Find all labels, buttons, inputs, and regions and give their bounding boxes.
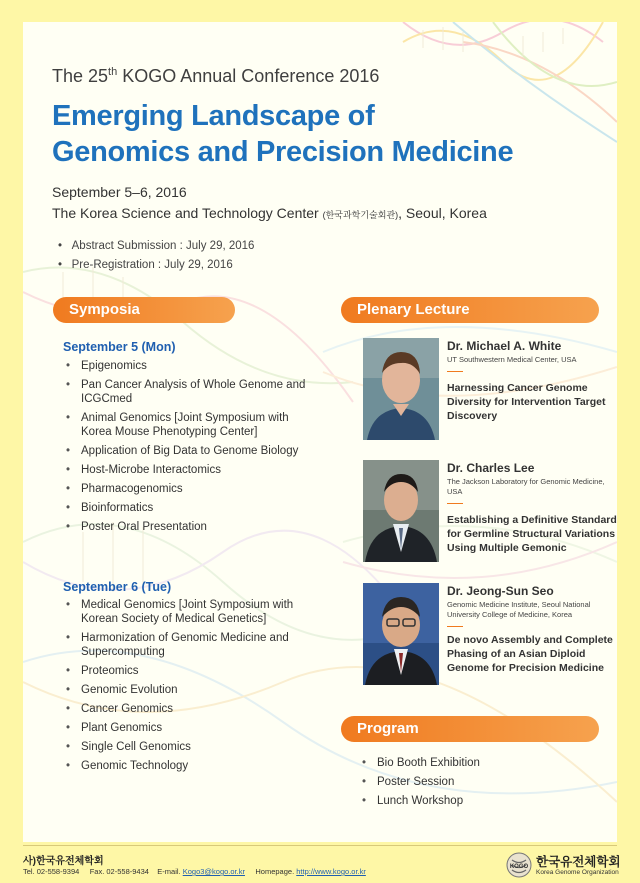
speaker-affiliation: The Jackson Laboratory for Genomic Medicine, USA	[447, 477, 605, 496]
footer-tel: Tel. 02-558-9394	[23, 867, 80, 876]
kogo-logo-icon	[506, 852, 532, 878]
speaker-talk: Establishing a Definitive Standard for Germline Structural Variations Using Multiple Gemonic	[447, 514, 617, 554]
conference-date: September 5–6, 2016	[52, 184, 187, 200]
title-line-1: Emerging Landscape of	[52, 100, 375, 132]
program-item: • Lunch Workshop	[362, 794, 592, 808]
speaker-affiliation: UT Southwestern Medical Center, USA	[447, 355, 577, 364]
footer-homepage-label: Homepage.	[255, 867, 295, 876]
session-item: • Epigenomics	[66, 359, 316, 373]
conference-subtitle	[52, 66, 379, 87]
logo-english-name: Korea Genome Organization	[536, 869, 619, 876]
session-item: • Genomic Technology	[66, 759, 306, 773]
speaker-talk: De novo Assembly and Complete Phasing of an Asian Diploid Genome for Precision Medicine	[447, 634, 613, 674]
program-item: • Poster Session	[362, 775, 592, 789]
footer-divider	[23, 845, 617, 846]
footer-org: 사)한국유전체학회	[23, 856, 104, 867]
footer-contact	[23, 867, 366, 876]
conference-ordinal: th	[108, 66, 118, 78]
conference-suffix: KOGO Annual Conference 2016	[117, 66, 380, 86]
session-item: • Poster Oral Presentation	[66, 520, 316, 534]
session-item: • Single Cell Genomics	[66, 740, 306, 754]
session-item: • Host-Microbe Interactomics	[66, 463, 316, 477]
footer-email-label: E-mail.	[157, 867, 181, 876]
conference-title	[52, 98, 513, 170]
plenary-heading: Plenary Lecture	[341, 297, 599, 323]
venue-name: The Korea Science and Technology Center	[52, 205, 319, 221]
footer-email-link[interactable]: Kogo3@kogo.or.kr	[182, 867, 245, 876]
program-heading: Program	[341, 716, 599, 742]
deadline-item: • Pre-Registration : July 29, 2016	[58, 259, 233, 271]
speaker-divider	[447, 626, 463, 627]
session-item: • Harmonization of Genomic Medicine and Supercomputing	[66, 631, 306, 659]
registration-deadline: Pre-Registration : July 29, 2016	[71, 259, 233, 271]
conference-prefix: The 25	[52, 66, 109, 86]
session-item: • Genomic Evolution	[66, 683, 306, 697]
day2-label: September 6 (Tue)	[63, 580, 172, 594]
program-item: • Bio Booth Exhibition	[362, 756, 592, 770]
speaker-name: Dr. Michael A. White	[447, 339, 562, 353]
symposia-heading: Symposia	[53, 297, 235, 323]
deadline-item: • Abstract Submission : July 29, 2016	[58, 240, 255, 252]
program-list	[362, 756, 592, 813]
session-item: • Application of Big Data to Genome Biology	[66, 444, 316, 458]
footer-fax: Fax. 02-558-9434	[89, 867, 149, 876]
speaker-name: Dr. Jeong-Sun Seo	[447, 584, 554, 598]
venue-city: , Seoul, Korea	[398, 205, 487, 221]
speaker-talk: Harnessing Cancer Genome Diversity for Intervention Target Discovery	[447, 382, 606, 422]
venue-korean: (한국과학기술회관)	[322, 210, 399, 220]
deadline-list	[58, 237, 254, 275]
conference-venue	[52, 205, 487, 221]
session-item: • Pharmacogenomics	[66, 482, 316, 496]
session-item: • Bioinformatics	[66, 501, 316, 515]
footer-homepage-link[interactable]: http://www.kogo.or.kr	[296, 867, 366, 876]
day1-session-list	[66, 359, 316, 539]
speaker-name: Dr. Charles Lee	[447, 461, 535, 475]
speaker-affiliation: Genomic Medicine Institute, Seoul National University College of Medicine, Korea	[447, 600, 591, 619]
session-item: • Plant Genomics	[66, 721, 306, 735]
session-item: • Medical Genomics [Joint Symposium with Korean Society of Medical Genetics]	[66, 598, 306, 626]
speaker-photo-white	[363, 338, 439, 440]
speaker-photo-lee	[363, 460, 439, 562]
day2-session-list	[66, 598, 306, 778]
title-line-2: Genomics and Precision Medicine	[52, 136, 514, 168]
session-item: • Proteomics	[66, 664, 306, 678]
logo-mark-text: KOGO	[509, 864, 529, 870]
abstract-deadline: Abstract Submission : July 29, 2016	[71, 240, 255, 252]
speaker-photo-seo	[363, 583, 439, 685]
speaker-divider	[447, 371, 463, 372]
session-item: • Pan Cancer Analysis of Whole Genome and ICGCmed	[66, 378, 316, 406]
logo-korean-name: 한국유전체학회	[536, 855, 621, 869]
day1-label: September 5 (Mon)	[63, 340, 176, 354]
session-item: • Animal Genomics [Joint Symposium with Korea Mouse Phenotyping Center]	[66, 411, 316, 439]
speaker-divider	[447, 503, 463, 504]
session-item: • Cancer Genomics	[66, 702, 306, 716]
